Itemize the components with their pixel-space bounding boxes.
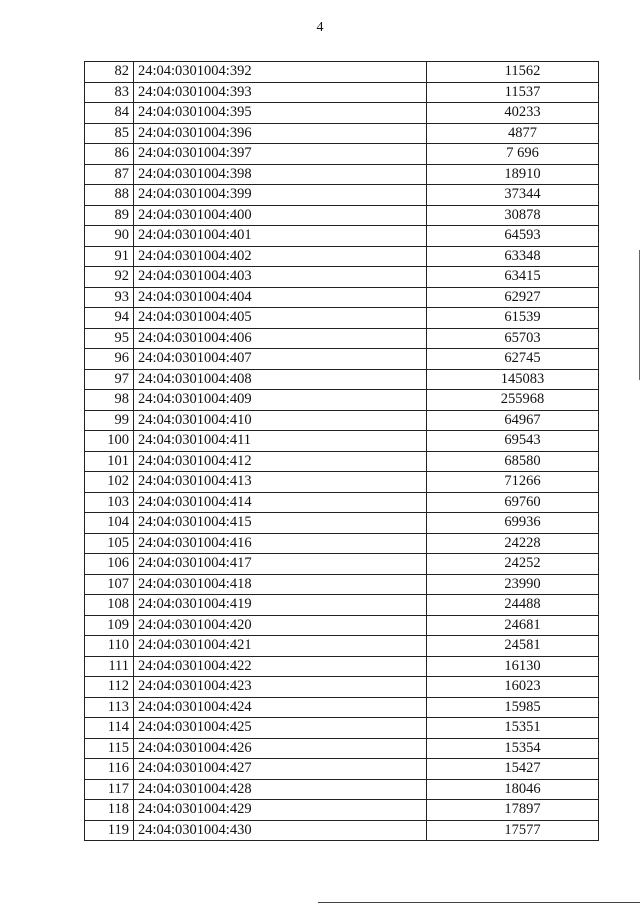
row-number: 111 xyxy=(85,656,134,677)
table-row xyxy=(85,677,599,698)
cadastral-number: 24:04:0301004:423 xyxy=(134,677,427,698)
row-number: 89 xyxy=(85,205,134,226)
area-value: 7 696 xyxy=(427,144,599,165)
row-number: 117 xyxy=(85,779,134,800)
area-value: 4877 xyxy=(427,123,599,144)
area-value: 18910 xyxy=(427,164,599,185)
cadastral-number: 24:04:0301004:411 xyxy=(134,431,427,452)
cadastral-number: 24:04:0301004:403 xyxy=(134,267,427,288)
row-number: 93 xyxy=(85,287,134,308)
cadastral-number: 24:04:0301004:425 xyxy=(134,718,427,739)
cadastral-number: 24:04:0301004:429 xyxy=(134,800,427,821)
table-row xyxy=(85,820,599,841)
row-number: 100 xyxy=(85,431,134,452)
table-row xyxy=(85,533,599,554)
cadastral-number: 24:04:0301004:418 xyxy=(134,574,427,595)
cadastral-number: 24:04:0301004:412 xyxy=(134,451,427,472)
table-row xyxy=(85,431,599,452)
area-value: 40233 xyxy=(427,103,599,124)
area-value: 62745 xyxy=(427,349,599,370)
cadastral-number: 24:04:0301004:421 xyxy=(134,636,427,657)
row-number: 116 xyxy=(85,759,134,780)
cadastral-number: 24:04:0301004:407 xyxy=(134,349,427,370)
cadastral-number: 24:04:0301004:426 xyxy=(134,738,427,759)
table-row xyxy=(85,308,599,329)
row-number: 84 xyxy=(85,103,134,124)
table-row xyxy=(85,144,599,165)
table-row xyxy=(85,656,599,677)
row-number: 99 xyxy=(85,410,134,431)
area-value: 23990 xyxy=(427,574,599,595)
area-value: 24488 xyxy=(427,595,599,616)
cadastral-number: 24:04:0301004:408 xyxy=(134,369,427,390)
cadastral-number: 24:04:0301004:397 xyxy=(134,144,427,165)
cadastral-number: 24:04:0301004:409 xyxy=(134,390,427,411)
row-number: 90 xyxy=(85,226,134,247)
area-value: 15985 xyxy=(427,697,599,718)
area-value: 17897 xyxy=(427,800,599,821)
row-number: 110 xyxy=(85,636,134,657)
table-row xyxy=(85,123,599,144)
row-number: 87 xyxy=(85,164,134,185)
cadastral-number: 24:04:0301004:402 xyxy=(134,246,427,267)
cadastral-number: 24:04:0301004:420 xyxy=(134,615,427,636)
land-plots-table-container xyxy=(84,61,599,841)
cadastral-number: 24:04:0301004:422 xyxy=(134,656,427,677)
area-value: 63348 xyxy=(427,246,599,267)
area-value: 24252 xyxy=(427,554,599,575)
area-value: 15354 xyxy=(427,738,599,759)
table-row xyxy=(85,369,599,390)
row-number: 118 xyxy=(85,800,134,821)
cadastral-number: 24:04:0301004:404 xyxy=(134,287,427,308)
cadastral-number: 24:04:0301004:392 xyxy=(134,62,427,83)
table-row xyxy=(85,615,599,636)
table-row xyxy=(85,390,599,411)
area-value: 18046 xyxy=(427,779,599,800)
table-body xyxy=(85,62,599,841)
row-number: 115 xyxy=(85,738,134,759)
cadastral-number: 24:04:0301004:430 xyxy=(134,820,427,841)
cadastral-number: 24:04:0301004:428 xyxy=(134,779,427,800)
cadastral-number: 24:04:0301004:396 xyxy=(134,123,427,144)
table-row xyxy=(85,513,599,534)
table-row xyxy=(85,349,599,370)
table-row xyxy=(85,759,599,780)
row-number: 104 xyxy=(85,513,134,534)
row-number: 86 xyxy=(85,144,134,165)
area-value: 71266 xyxy=(427,472,599,493)
area-value: 63415 xyxy=(427,267,599,288)
area-value: 64967 xyxy=(427,410,599,431)
area-value: 62927 xyxy=(427,287,599,308)
row-number: 112 xyxy=(85,677,134,698)
area-value: 15351 xyxy=(427,718,599,739)
cadastral-number: 24:04:0301004:424 xyxy=(134,697,427,718)
cadastral-number: 24:04:0301004:406 xyxy=(134,328,427,349)
table-row xyxy=(85,287,599,308)
area-value: 11562 xyxy=(427,62,599,83)
table-row xyxy=(85,82,599,103)
land-plots-table xyxy=(84,61,599,841)
table-row xyxy=(85,62,599,83)
area-value: 255968 xyxy=(427,390,599,411)
cadastral-number: 24:04:0301004:410 xyxy=(134,410,427,431)
row-number: 88 xyxy=(85,185,134,206)
row-number: 95 xyxy=(85,328,134,349)
table-row xyxy=(85,246,599,267)
area-value: 15427 xyxy=(427,759,599,780)
cadastral-number: 24:04:0301004:419 xyxy=(134,595,427,616)
row-number: 101 xyxy=(85,451,134,472)
row-number: 82 xyxy=(85,62,134,83)
row-number: 96 xyxy=(85,349,134,370)
cadastral-number: 24:04:0301004:395 xyxy=(134,103,427,124)
cadastral-number: 24:04:0301004:414 xyxy=(134,492,427,513)
row-number: 108 xyxy=(85,595,134,616)
table-row xyxy=(85,800,599,821)
cadastral-number: 24:04:0301004:401 xyxy=(134,226,427,247)
row-number: 91 xyxy=(85,246,134,267)
cadastral-number: 24:04:0301004:399 xyxy=(134,185,427,206)
area-value: 17577 xyxy=(427,820,599,841)
table-row xyxy=(85,472,599,493)
row-number: 103 xyxy=(85,492,134,513)
row-number: 106 xyxy=(85,554,134,575)
table-row xyxy=(85,574,599,595)
cadastral-number: 24:04:0301004:405 xyxy=(134,308,427,329)
row-number: 83 xyxy=(85,82,134,103)
table-row xyxy=(85,226,599,247)
cadastral-number: 24:04:0301004:416 xyxy=(134,533,427,554)
area-value: 145083 xyxy=(427,369,599,390)
cadastral-number: 24:04:0301004:417 xyxy=(134,554,427,575)
area-value: 69760 xyxy=(427,492,599,513)
area-value: 16023 xyxy=(427,677,599,698)
table-row xyxy=(85,697,599,718)
table-row xyxy=(85,205,599,226)
area-value: 24228 xyxy=(427,533,599,554)
area-value: 37344 xyxy=(427,185,599,206)
row-number: 97 xyxy=(85,369,134,390)
row-number: 113 xyxy=(85,697,134,718)
row-number: 98 xyxy=(85,390,134,411)
table-row xyxy=(85,185,599,206)
row-number: 105 xyxy=(85,533,134,554)
row-number: 114 xyxy=(85,718,134,739)
cadastral-number: 24:04:0301004:415 xyxy=(134,513,427,534)
area-value: 69936 xyxy=(427,513,599,534)
page-number: 4 xyxy=(316,20,324,35)
area-value: 68580 xyxy=(427,451,599,472)
area-value: 16130 xyxy=(427,656,599,677)
table-row xyxy=(85,410,599,431)
area-value: 11537 xyxy=(427,82,599,103)
row-number: 85 xyxy=(85,123,134,144)
table-row xyxy=(85,554,599,575)
row-number: 102 xyxy=(85,472,134,493)
cadastral-number: 24:04:0301004:427 xyxy=(134,759,427,780)
row-number: 109 xyxy=(85,615,134,636)
cadastral-number: 24:04:0301004:393 xyxy=(134,82,427,103)
row-number: 107 xyxy=(85,574,134,595)
cadastral-number: 24:04:0301004:400 xyxy=(134,205,427,226)
footer-rule xyxy=(318,902,640,903)
area-value: 64593 xyxy=(427,226,599,247)
table-row xyxy=(85,451,599,472)
table-row xyxy=(85,103,599,124)
table-row xyxy=(85,328,599,349)
table-row xyxy=(85,595,599,616)
area-value: 65703 xyxy=(427,328,599,349)
table-row xyxy=(85,267,599,288)
row-number: 94 xyxy=(85,308,134,329)
table-row xyxy=(85,779,599,800)
table-row xyxy=(85,738,599,759)
area-value: 30878 xyxy=(427,205,599,226)
row-number: 92 xyxy=(85,267,134,288)
area-value: 24681 xyxy=(427,615,599,636)
area-value: 69543 xyxy=(427,431,599,452)
area-value: 61539 xyxy=(427,308,599,329)
cadastral-number: 24:04:0301004:413 xyxy=(134,472,427,493)
table-row xyxy=(85,718,599,739)
row-number: 119 xyxy=(85,820,134,841)
table-row xyxy=(85,164,599,185)
cadastral-number: 24:04:0301004:398 xyxy=(134,164,427,185)
area-value: 24581 xyxy=(427,636,599,657)
table-row xyxy=(85,492,599,513)
table-row xyxy=(85,636,599,657)
